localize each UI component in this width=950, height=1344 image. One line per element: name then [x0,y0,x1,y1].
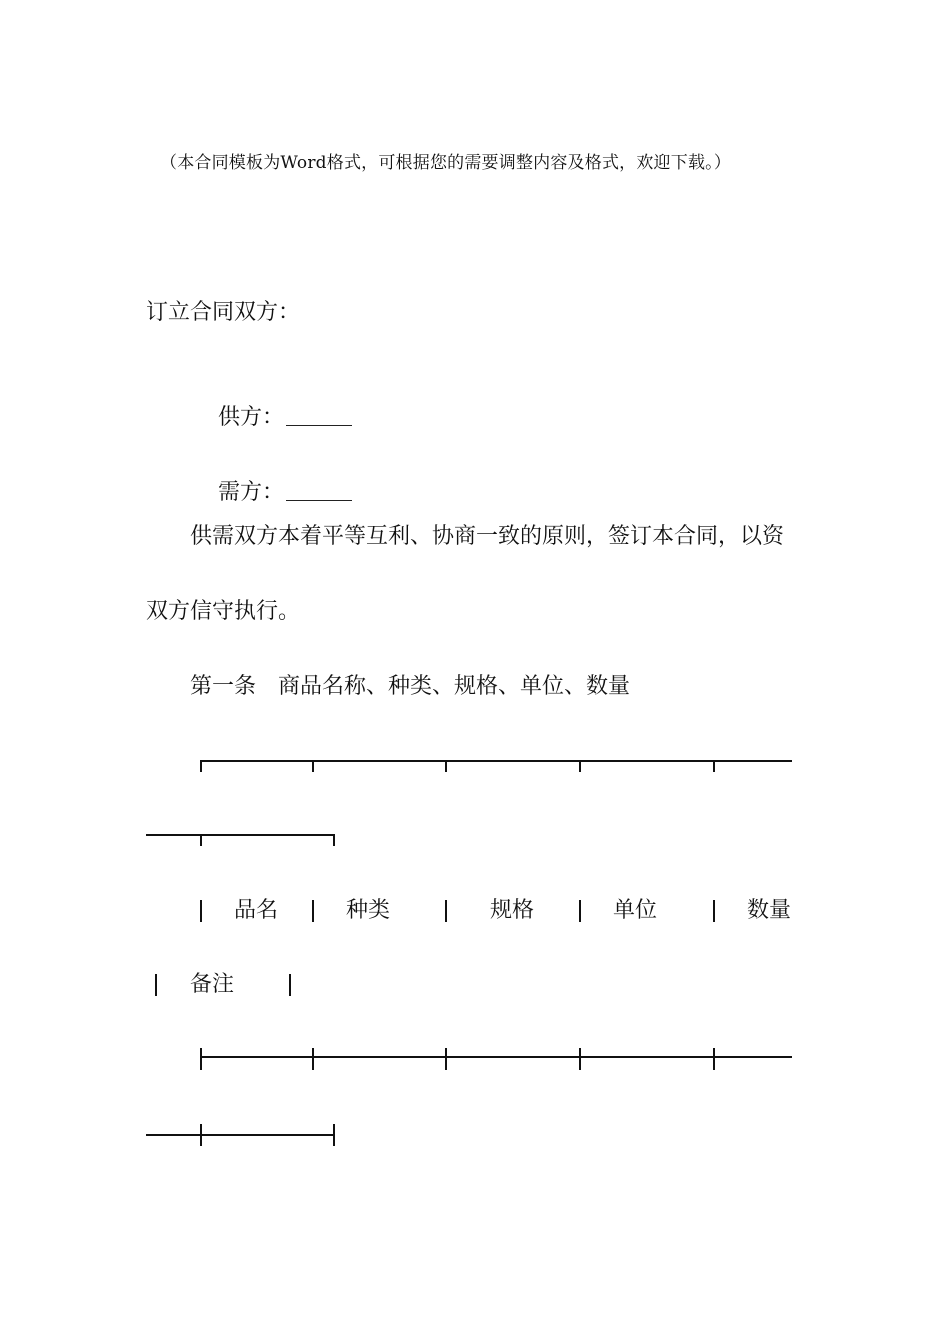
demander-blank-field[interactable] [286,480,352,501]
supplier-label: 供方： [217,405,284,430]
header-cell-spec: 规格 [490,898,535,923]
article1-title: 第一条 商品名称、种类、规格、单位、数量 [190,674,631,699]
header-cell-remarks: 备注 [190,972,235,997]
header-cell-name: 品名 [234,898,279,923]
supplier-blank-field[interactable] [286,405,352,426]
demander-label: 需方： [217,480,284,505]
header-cell-unit: 单位 [613,898,658,923]
template-note: （本合同模板为Word格式，可根据您的需要调整内容及格式，欢迎下载。） [160,153,732,173]
parties-heading: 订立合同双方： [146,300,301,325]
header-cell-quantity: 数量 [747,898,792,923]
intro-paragraph-line1: 供需双方本着平等互利、协商一致的原则，签订本合同，以资 [190,524,785,549]
intro-paragraph-line2: 双方信守执行。 [146,599,301,624]
header-cell-kind: 种类 [346,898,391,923]
